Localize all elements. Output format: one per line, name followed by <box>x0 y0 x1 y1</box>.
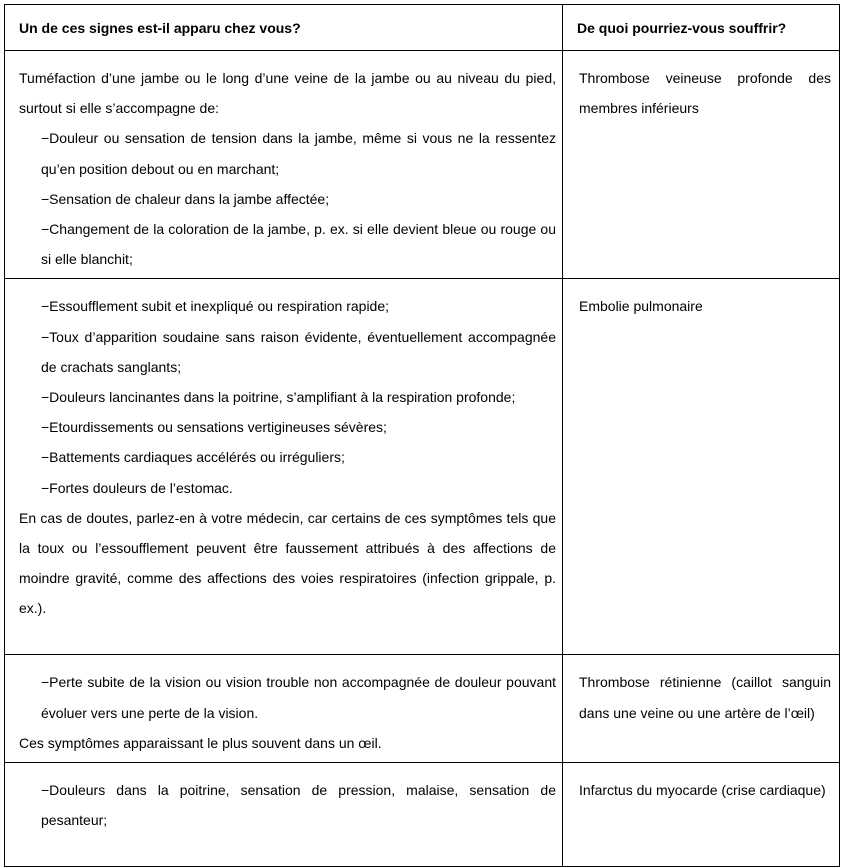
condition-name: Thrombose rétinienne (caillot sanguin dans une veine ou une artère de l’œil) <box>579 674 831 721</box>
symptom-item: −Changement de la coloration de la jambe, p. ex. si elle devient bleue ou rouge ou si elle blanchit; <box>41 221 556 268</box>
symptom-item: −Douleur ou sensation de tension dans la jambe, même si vous ne la ressentez qu’en position debout ou en marchant; <box>41 130 556 177</box>
symptom-item: −Essoufflement subit et inexpliqué ou respiration rapide; <box>41 298 390 315</box>
condition-name: Embolie pulmonaire <box>579 298 703 315</box>
symptom-item: −Battements cardiaques accélérés ou irréguliers; <box>41 449 345 466</box>
condition-cell <box>563 655 840 763</box>
table-row <box>5 763 840 867</box>
symptoms-header: Un de ces signes est-il apparu chez vous? <box>5 5 563 51</box>
table-row <box>5 279 840 655</box>
symptom-item: −Toux d’apparition soudaine sans raison évidente, éventuellement accompagnée de crachats sanglants; <box>41 328 556 375</box>
condition-header: De quoi pourriez-vous souffrir? <box>563 5 840 51</box>
header-row <box>5 5 840 51</box>
symptoms-cell <box>5 763 563 867</box>
condition-cell <box>563 763 840 867</box>
table-row <box>5 51 840 279</box>
condition-name: Infarctus du myocarde (crise cardiaque) <box>579 782 826 799</box>
symptom-item: −Perte subite de la vision ou vision trouble non accompagnée de douleur pouvant évoluer vers une perte de la vision. <box>41 674 556 721</box>
symptoms-cell <box>5 51 563 279</box>
symptoms-cell <box>5 279 563 655</box>
condition-cell <box>563 51 840 279</box>
condition-cell <box>563 279 840 655</box>
symptom-note: Ces symptômes apparaissant le plus souvent dans un œil. <box>19 734 382 751</box>
symptom-item: −Fortes douleurs de l’estomac. <box>41 479 233 496</box>
symptom-item: −Etourdissements ou sensations vertigineuses sévères; <box>41 419 387 436</box>
symptom-item: −Sensation de chaleur dans la jambe affectée; <box>41 190 330 207</box>
symptoms-cell <box>5 655 563 763</box>
symptom-intro: Tuméfaction d’une jambe ou le long d’une veine de la jambe ou au niveau du pied, surtout si elle s’accompagne de: <box>19 70 556 117</box>
symptom-item: −Douleurs dans la poitrine, sensation de pression, malaise, sensation de pesanteur; <box>41 782 556 829</box>
condition-name: Thrombose veineuse profonde des membres inférieurs <box>579 70 831 117</box>
table-row <box>5 655 840 763</box>
symptoms-table <box>4 4 840 867</box>
symptom-item: −Douleurs lancinantes dans la poitrine, s’amplifiant à la respiration profonde; <box>41 389 516 406</box>
symptom-note: En cas de doutes, parlez-en à votre médecin, car certains de ces symptômes tels que la toux ou l’essoufflement peuvent être faussement attribués à des affections de moindre gravité, comme des affections des voies respiratoires (infection grippale, p. ex.). <box>19 509 556 617</box>
